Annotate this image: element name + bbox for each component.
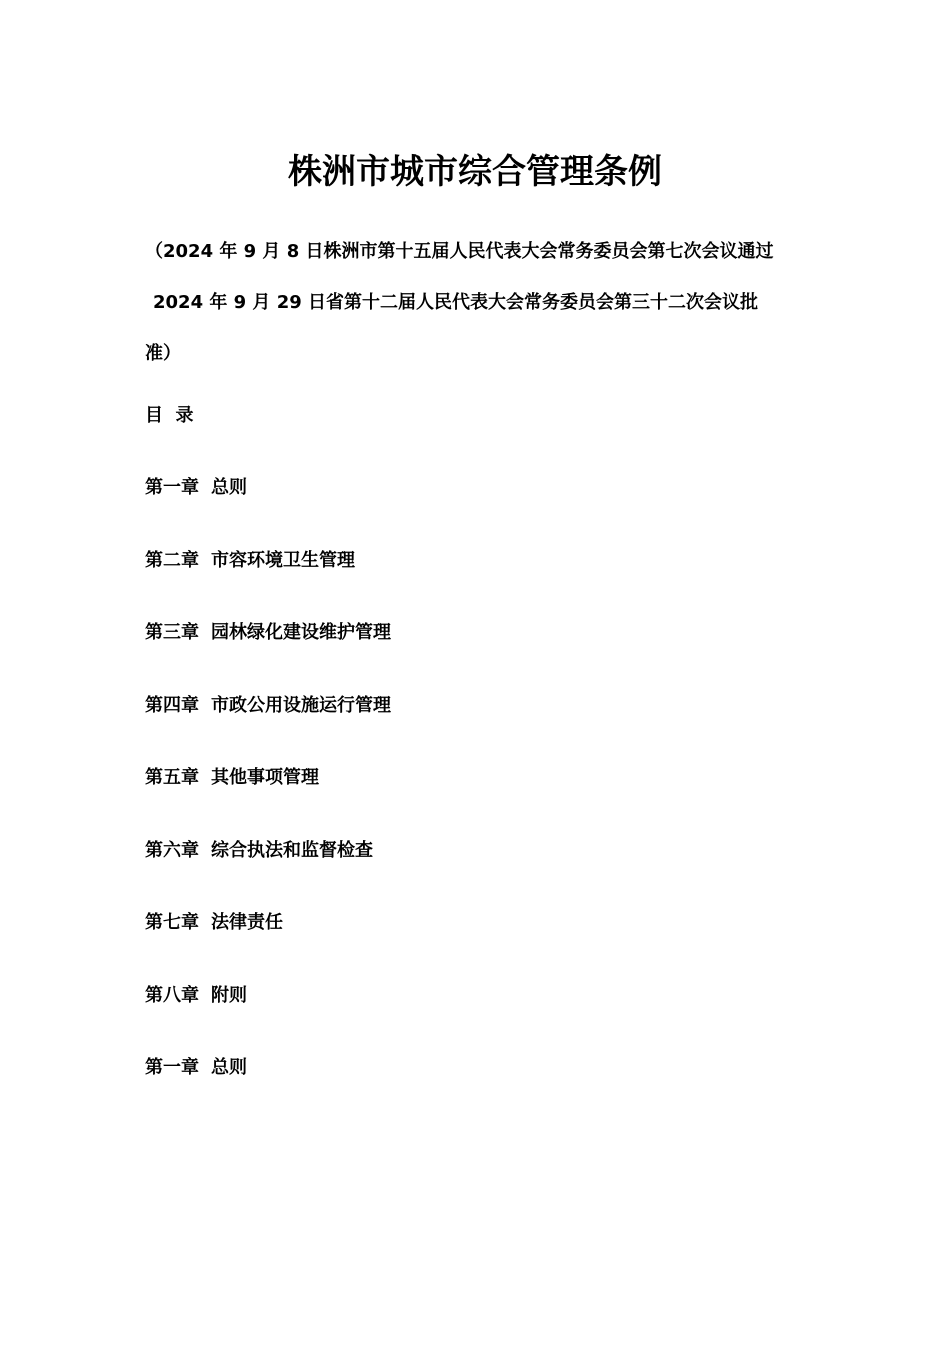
toc-item-chapter-6 bbox=[145, 837, 391, 910]
toc-chapter-number: 第三章 bbox=[145, 622, 199, 643]
toc-chapter-title: 园林绿化建设维护管理 bbox=[211, 622, 391, 643]
chapter-number: 第一章 bbox=[145, 1057, 199, 1078]
toc-chapter-number: 第四章 bbox=[145, 694, 199, 716]
toc-chapter-number: 第一章 bbox=[145, 477, 199, 498]
toc-chapter-title: 综合执法和监督检查 bbox=[211, 839, 373, 861]
toc-chapter-number: 第七章 bbox=[145, 912, 199, 933]
approval-note bbox=[145, 226, 815, 379]
toc-item-chapter-5 bbox=[145, 764, 391, 837]
toc-chapter-title: 总则 bbox=[211, 477, 247, 498]
chapter-title: 总则 bbox=[211, 1057, 247, 1078]
toc-chapter-title: 市政公用设施运行管理 bbox=[211, 694, 391, 716]
approval-line-3: 准） bbox=[145, 343, 181, 364]
toc-chapter-title: 附则 bbox=[211, 984, 247, 1006]
toc-chapter-title: 市容环境卫生管理 bbox=[211, 549, 355, 571]
toc-chapter-number: 第二章 bbox=[145, 549, 199, 571]
toc-item-chapter-7 bbox=[145, 909, 391, 982]
toc-chapter-number: 第六章 bbox=[145, 839, 199, 861]
toc-chapter-number: 第五章 bbox=[145, 767, 199, 788]
toc-chapter-title: 其他事项管理 bbox=[211, 767, 319, 788]
toc-item-chapter-1 bbox=[145, 474, 391, 547]
chapter-1-heading bbox=[145, 1054, 247, 1082]
toc-chapter-number: 第八章 bbox=[145, 984, 199, 1006]
toc-chapter-title: 法律责任 bbox=[211, 912, 283, 933]
approval-line-2: 2024 年 9 月 29 日省第十二届人民代表大会常务委员会第三十二次会议批 bbox=[153, 292, 759, 313]
toc-item-chapter-2 bbox=[145, 547, 391, 620]
toc-item-chapter-3 bbox=[145, 619, 391, 692]
toc-item-chapter-4 bbox=[145, 692, 391, 765]
toc-item-chapter-8 bbox=[145, 982, 391, 1055]
document-title: 株洲市城市综合管理条例 bbox=[288, 152, 662, 192]
approval-line-1: （2024 年 9 月 8 日株洲市第十五届人民代表大会常务委员会第七次会议通过 bbox=[145, 241, 774, 262]
table-of-contents bbox=[145, 474, 391, 1054]
toc-heading: 目 录 bbox=[145, 405, 194, 426]
